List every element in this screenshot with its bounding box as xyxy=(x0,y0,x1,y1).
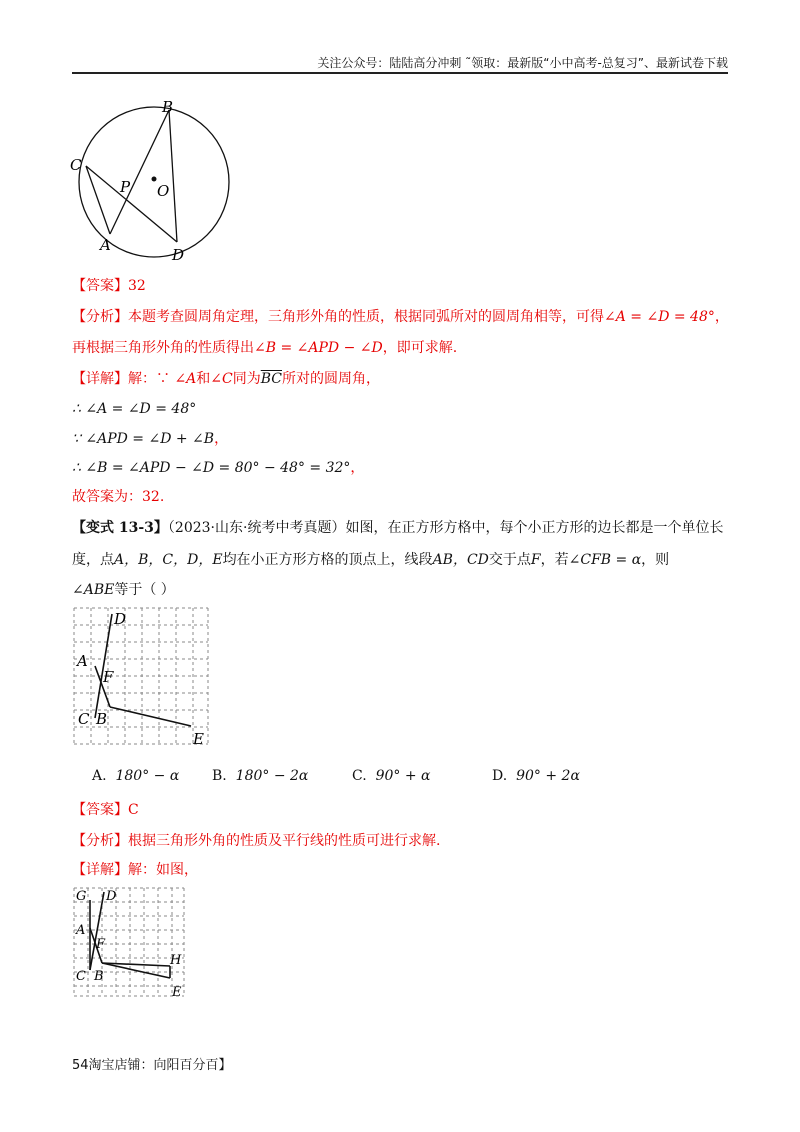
chord-ab xyxy=(110,110,169,234)
circle-figure xyxy=(62,96,232,266)
label-p: P xyxy=(120,178,131,196)
option-a[interactable]: A. 180° − α xyxy=(92,768,180,784)
page-footer: 54淘宝店铺：向阳百分百】 xyxy=(72,1058,232,1073)
sol-label-d: D xyxy=(106,889,117,904)
sol-label-f: F xyxy=(96,937,106,952)
detail-1-line-4: ∴ ∠B = ∠APD − ∠D = 80° − 48° = 32°， xyxy=(72,460,365,476)
arc-bc: $\overline{BC}$ xyxy=(260,371,283,387)
sol-label-h: H xyxy=(170,953,182,968)
variant-line-3: ∠ABE等于（ ） xyxy=(72,582,175,598)
header-rule xyxy=(72,72,728,74)
option-b[interactable]: B. 180° − 2α xyxy=(212,768,309,784)
option-d[interactable]: D. 90° + 2α xyxy=(492,768,580,784)
detail-1-line-1: 【详解】解：∵ ∠A和∠C同为$\overline{BC}$所对的圆周角， xyxy=(72,371,381,387)
detail-1-line-3: ∵ ∠APD = ∠D + ∠B， xyxy=(72,431,229,447)
grid-figure xyxy=(72,606,212,750)
grid-lines xyxy=(74,608,208,744)
sol-label-g: G xyxy=(76,889,87,904)
center-dot xyxy=(152,177,157,182)
variant-line-1: 【变式 13-3】（2023·山东·统考中考真题）如图，在正方形方格中，每个小正方形的边长都是一个单位长 xyxy=(72,520,724,536)
grid-label-b: B xyxy=(96,710,108,728)
chord-bd xyxy=(169,110,177,242)
label-b: B xyxy=(162,98,174,116)
analysis-2: 【分析】根据三角形外角的性质及平行线的性质可进行求解. xyxy=(72,833,441,849)
detail-1-line-2: ∴ ∠A = ∠D = 48° xyxy=(72,401,197,417)
answer-1: 【答案】32 xyxy=(72,278,146,294)
detail-2: 【详解】解：如图， xyxy=(72,862,198,878)
sol-label-b: B xyxy=(94,969,104,984)
sol-label-a: A xyxy=(76,923,86,938)
page-header: 关注公众号：陆陆高分冲刺 ˜领取：最新版“小中高考-总复习”、最新试卷下载 xyxy=(317,56,728,70)
segment-cd xyxy=(95,614,112,718)
label-o: O xyxy=(157,182,170,200)
analysis-1-line-2: 再根据三角形外角的性质得出∠B = ∠APD − ∠D，即可求解. xyxy=(72,340,458,356)
analysis-1-line-1: 【分析】本题考查圆周角定理，三角形外角的性质，根据同弧所对的圆周角相等，可得∠A = ∠D = 48°， xyxy=(72,309,729,325)
grid-label-c: C xyxy=(78,710,90,728)
grid-label-a: A xyxy=(77,652,88,670)
sol-label-e: E xyxy=(172,985,182,1000)
label-c: C xyxy=(70,156,82,174)
grid-label-f: F xyxy=(103,668,114,686)
circle-o xyxy=(79,107,229,257)
answer-2: 【答案】C xyxy=(72,802,139,818)
label-a: A xyxy=(100,236,111,254)
solution-grid-figure xyxy=(72,886,192,1002)
sol-label-c: C xyxy=(76,969,86,984)
grid-label-d: D xyxy=(114,610,127,628)
grid-label-e: E xyxy=(193,730,204,748)
detail-1-conclusion: 故答案为：32. xyxy=(72,489,165,505)
option-c[interactable]: C. 90° + α xyxy=(352,768,431,784)
variant-line-2: 度，点A，B，C，D，E均在小正方形方格的顶点上，线段AB，CD交于点F，若∠CFB = α，则 xyxy=(72,552,670,568)
label-d: D xyxy=(172,246,185,264)
